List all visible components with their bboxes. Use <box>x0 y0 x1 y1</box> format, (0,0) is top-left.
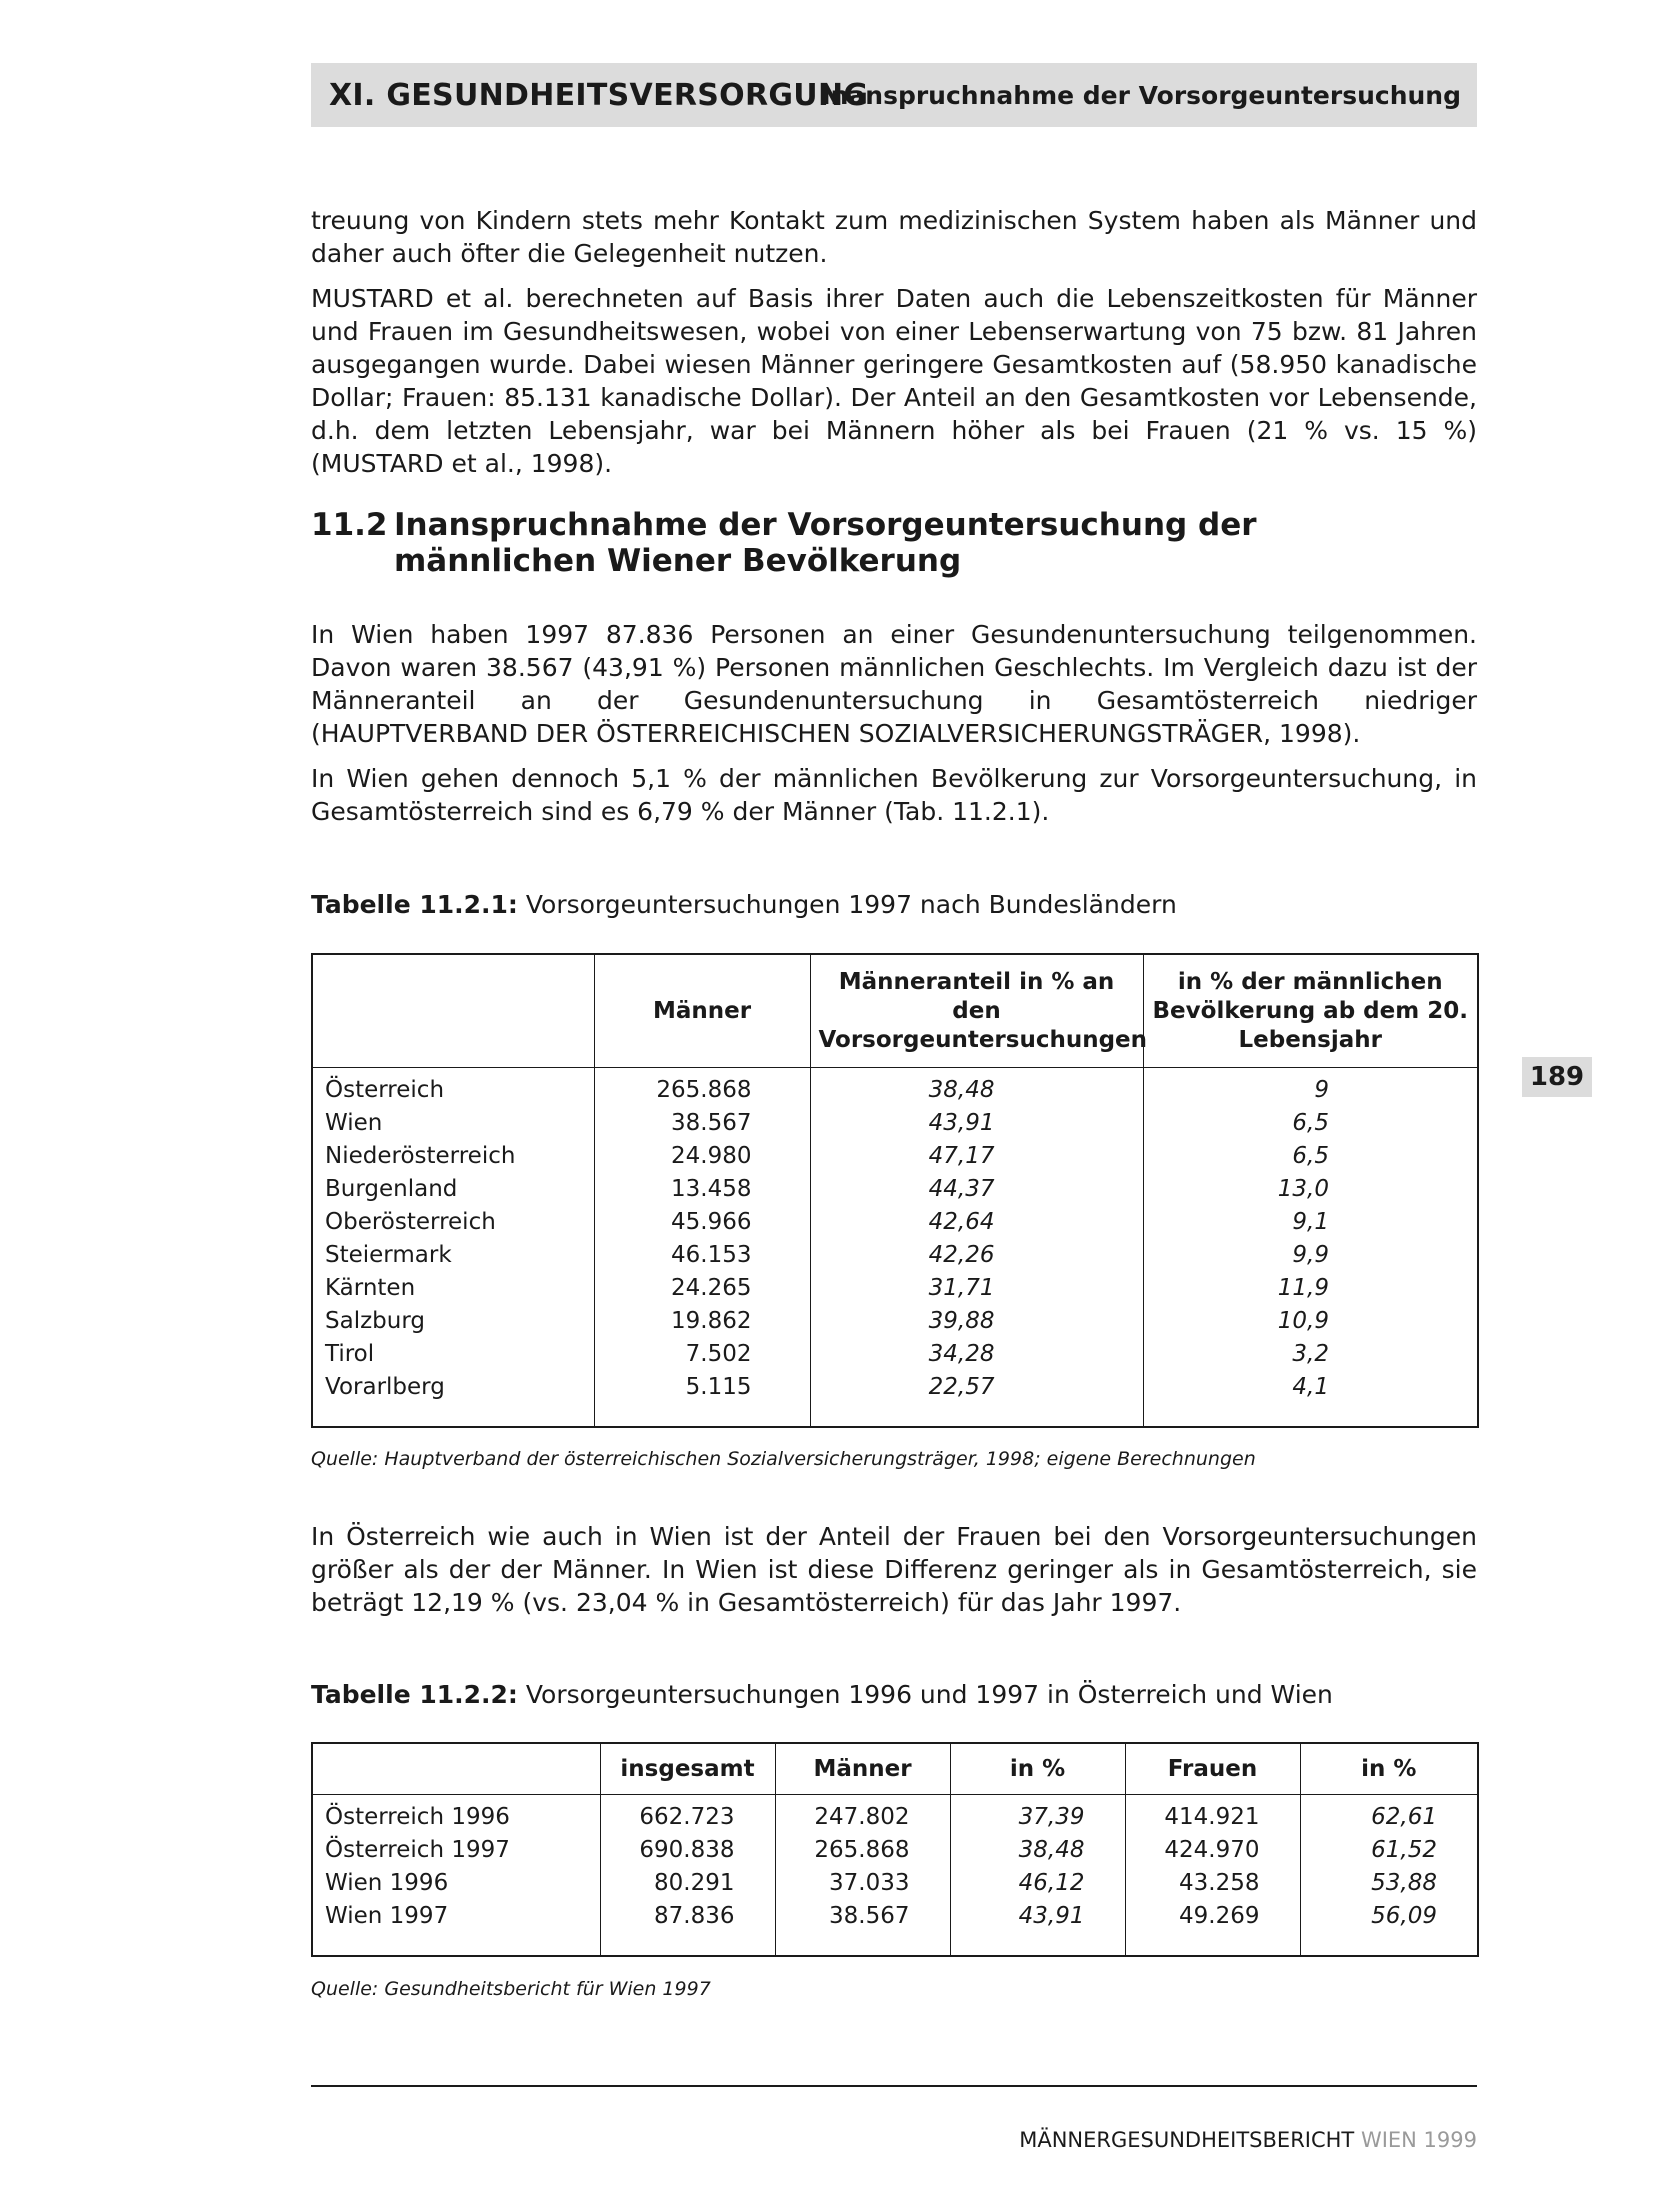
table1-source: Quelle: Hauptverband der österreichischen Sozialversicherungsträger, 1998; eigene Berechnungen <box>311 1448 1256 1470</box>
table-row <box>312 1173 1478 1206</box>
table-row <box>312 1834 1478 1867</box>
table-cell: 37.033 <box>775 1867 950 1900</box>
table-cell: 37,39 <box>950 1801 1125 1834</box>
table-cell: 22,57 <box>810 1371 1143 1404</box>
table-cell: 265.868 <box>594 1074 810 1107</box>
table-cell: 87.836 <box>600 1900 775 1933</box>
table2-header-frauen-pct: in % <box>1300 1743 1478 1795</box>
table-cell: 53,88 <box>1300 1867 1478 1900</box>
table-cell: 62,61 <box>1300 1801 1478 1834</box>
row-label: Wien 1997 <box>325 1903 449 1929</box>
table-cell: 38.567 <box>594 1107 810 1140</box>
row-label: Österreich 1996 <box>325 1804 510 1830</box>
table-cell: 44,37 <box>810 1173 1143 1206</box>
table2-caption-label: Tabelle 11.2.2: <box>311 1680 518 1709</box>
table-cell: 43,91 <box>810 1107 1143 1140</box>
table-cell: 414.921 <box>1125 1801 1300 1834</box>
table-cell: 662.723 <box>600 1801 775 1834</box>
table-row <box>312 1867 1478 1900</box>
row-label: Österreich 1997 <box>325 1837 510 1863</box>
table-row <box>312 1900 1478 1933</box>
table1-header-anteil: Männeranteil in % an den Vorsorgeuntersuchungen <box>810 954 1143 1068</box>
table-cell: 690.838 <box>600 1834 775 1867</box>
table2-body <box>312 1795 1478 1957</box>
table-oesterreich-wien <box>311 1742 1479 1957</box>
table-cell: 38,48 <box>810 1074 1143 1107</box>
table-cell: 31,71 <box>810 1272 1143 1305</box>
footer <box>1019 2128 1477 2152</box>
paragraph: In Wien haben 1997 87.836 Personen an einer Gesundenuntersuchung teilgenommen. Davon waren 38.567 (43,91 %) Personen männlichen Geschlechts. Im Vergleich dazu ist der Männeranteil an der Gesundenuntersuchung in Gesamtösterreich niedriger (HAUPTVERBAND DER ÖSTERREICHISCHEN SOZIALVERSICHERUNGSTRÄGER, 1998). <box>311 620 1477 748</box>
table-cell: 5.115 <box>594 1371 810 1404</box>
table-cell: 42,64 <box>810 1206 1143 1239</box>
table-cell: 34,28 <box>810 1338 1143 1371</box>
table-cell: 265.868 <box>775 1834 950 1867</box>
table-cell: 6,5 <box>1143 1107 1478 1140</box>
table-cell: 7.502 <box>594 1338 810 1371</box>
table2-caption-text: Vorsorgeuntersuchungen 1996 und 1997 in Österreich und Wien <box>517 1680 1333 1709</box>
table-cell: 49.269 <box>1125 1900 1300 1933</box>
row-label: Steiermark <box>325 1242 452 1268</box>
row-label: Niederösterreich <box>325 1143 516 1169</box>
table1-caption-text: Vorsorgeuntersuchungen 1997 nach Bundesländern <box>517 890 1177 919</box>
table2-caption <box>311 1680 1333 1709</box>
section-title-line1: Inanspruchnahme der Vorsorgeuntersuchung der <box>394 507 1257 543</box>
row-label: Kärnten <box>325 1275 416 1301</box>
table-cell: 38.567 <box>775 1900 950 1933</box>
table1-caption-label: Tabelle 11.2.1: <box>311 890 518 919</box>
table1-caption <box>311 890 1177 919</box>
section-running-title: Inanspruchnahme der Vorsorgeuntersuchung <box>821 81 1461 110</box>
chapter-title: XI. GESUNDHEITSVERSORGUNG <box>329 78 869 113</box>
page-number: 189 <box>1522 1057 1592 1097</box>
table-cell: 42,26 <box>810 1239 1143 1272</box>
table-cell: 13.458 <box>594 1173 810 1206</box>
table-cell: 24.980 <box>594 1140 810 1173</box>
table1-header-bevoelkerung: in % der männlichen Bevölkerung ab dem 20. Lebensjahr <box>1143 954 1478 1068</box>
table-row <box>312 1801 1478 1834</box>
table-row <box>312 1206 1478 1239</box>
table-cell: 19.862 <box>594 1305 810 1338</box>
section-number: 11.2 <box>311 507 388 543</box>
table-cell: 11,9 <box>1143 1272 1478 1305</box>
row-label: Oberösterreich <box>325 1209 496 1235</box>
table-row <box>312 1107 1478 1140</box>
paragraph: In Wien gehen dennoch 5,1 % der männlichen Bevölkerung zur Vorsorgeuntersuchung, in Gesamtösterreich sind es 6,79 % der Männer (Tab. 11.2.1). <box>311 764 1477 826</box>
table2-header-frauen: Frauen <box>1125 1743 1300 1795</box>
table-cell: 9,1 <box>1143 1206 1478 1239</box>
table-row <box>312 1338 1478 1371</box>
table-cell: 6,5 <box>1143 1140 1478 1173</box>
section-heading <box>311 507 1257 579</box>
intro-text <box>311 204 1477 480</box>
table-cell: 80.291 <box>600 1867 775 1900</box>
table-cell: 47,17 <box>810 1140 1143 1173</box>
table2-source: Quelle: Gesundheitsbericht für Wien 1997 <box>311 1978 711 2000</box>
comparison-text <box>311 1520 1477 1619</box>
table-bundeslaender <box>311 953 1479 1428</box>
table-cell: 39,88 <box>810 1305 1143 1338</box>
table1-header-empty <box>312 954 594 1068</box>
table1-header-maenner: Männer <box>594 954 810 1068</box>
table-cell: 61,52 <box>1300 1834 1478 1867</box>
table-cell: 43,91 <box>950 1900 1125 1933</box>
row-label: Österreich <box>325 1077 445 1103</box>
row-label: Wien <box>325 1110 383 1136</box>
footer-divider <box>311 2085 1477 2087</box>
table-row <box>312 1074 1478 1107</box>
table2-header-empty <box>312 1743 600 1795</box>
table-cell: 24.265 <box>594 1272 810 1305</box>
row-label: Vorarlberg <box>325 1374 445 1400</box>
table-cell: 9 <box>1143 1074 1478 1107</box>
table-cell: 13,0 <box>1143 1173 1478 1206</box>
table2-header-maenner-pct: in % <box>950 1743 1125 1795</box>
table2-header-maenner: Männer <box>775 1743 950 1795</box>
section-text <box>311 618 1477 828</box>
row-label: Wien 1996 <box>325 1870 449 1896</box>
paragraph: treuung von Kindern stets mehr Kontakt zum medizinischen System haben als Männer und daher auch öfter die Gelegenheit nutzen. <box>311 206 1477 268</box>
table-row <box>312 1371 1478 1404</box>
table-cell: 56,09 <box>1300 1900 1478 1933</box>
table-cell: 46.153 <box>594 1239 810 1272</box>
table1-body <box>312 1068 1478 1428</box>
row-label: Tirol <box>325 1341 375 1367</box>
row-label: Burgenland <box>325 1176 458 1202</box>
table-cell: 46,12 <box>950 1867 1125 1900</box>
footer-title: MÄNNERGESUNDHEITSBERICHT <box>1019 2128 1355 2152</box>
table2-header-insgesamt: insgesamt <box>600 1743 775 1795</box>
row-label: Salzburg <box>325 1308 425 1334</box>
table-cell: 9,9 <box>1143 1239 1478 1272</box>
table-cell: 43.258 <box>1125 1867 1300 1900</box>
table-cell: 4,1 <box>1143 1371 1478 1404</box>
table-cell: 10,9 <box>1143 1305 1478 1338</box>
footer-suffix: WIEN 1999 <box>1354 2128 1477 2152</box>
table-cell: 38,48 <box>950 1834 1125 1867</box>
table-cell: 45.966 <box>594 1206 810 1239</box>
table-row <box>312 1272 1478 1305</box>
table-cell: 247.802 <box>775 1801 950 1834</box>
table-row <box>312 1305 1478 1338</box>
table-row <box>312 1239 1478 1272</box>
paragraph: MUSTARD et al. berechneten auf Basis ihrer Daten auch die Lebenszeitkosten für Männer und Frauen im Gesundheitswesen, wobei von einer Lebenserwartung von 75 bzw. 81 Jahren ausgegangen wurde. Dabei wiesen Männer geringere Gesamtkosten auf (58.950 kanadische Dollar; Frauen: 85.131 kanadische Dollar). Der Anteil an den Gesamtkosten vor Lebensende, d.h. dem letzten Lebensjahr, war bei Männern höher als bei Frauen (21 % vs. 15 %) (MUSTARD et al., 1998). <box>311 284 1477 478</box>
paragraph: In Österreich wie auch in Wien ist der Anteil der Frauen bei den Vorsorgeuntersuchungen größer als der der Männer. In Wien ist diese Differenz geringer als in Gesamtösterreich, sie beträgt 12,19 % (vs. 23,04 % in Gesamtösterreich) für das Jahr 1997. <box>311 1522 1477 1617</box>
table-cell: 3,2 <box>1143 1338 1478 1371</box>
table-cell: 424.970 <box>1125 1834 1300 1867</box>
section-title-line2: männlichen Wiener Bevölkerung <box>394 543 962 579</box>
table-row <box>312 1140 1478 1173</box>
header-bar <box>311 63 1477 127</box>
